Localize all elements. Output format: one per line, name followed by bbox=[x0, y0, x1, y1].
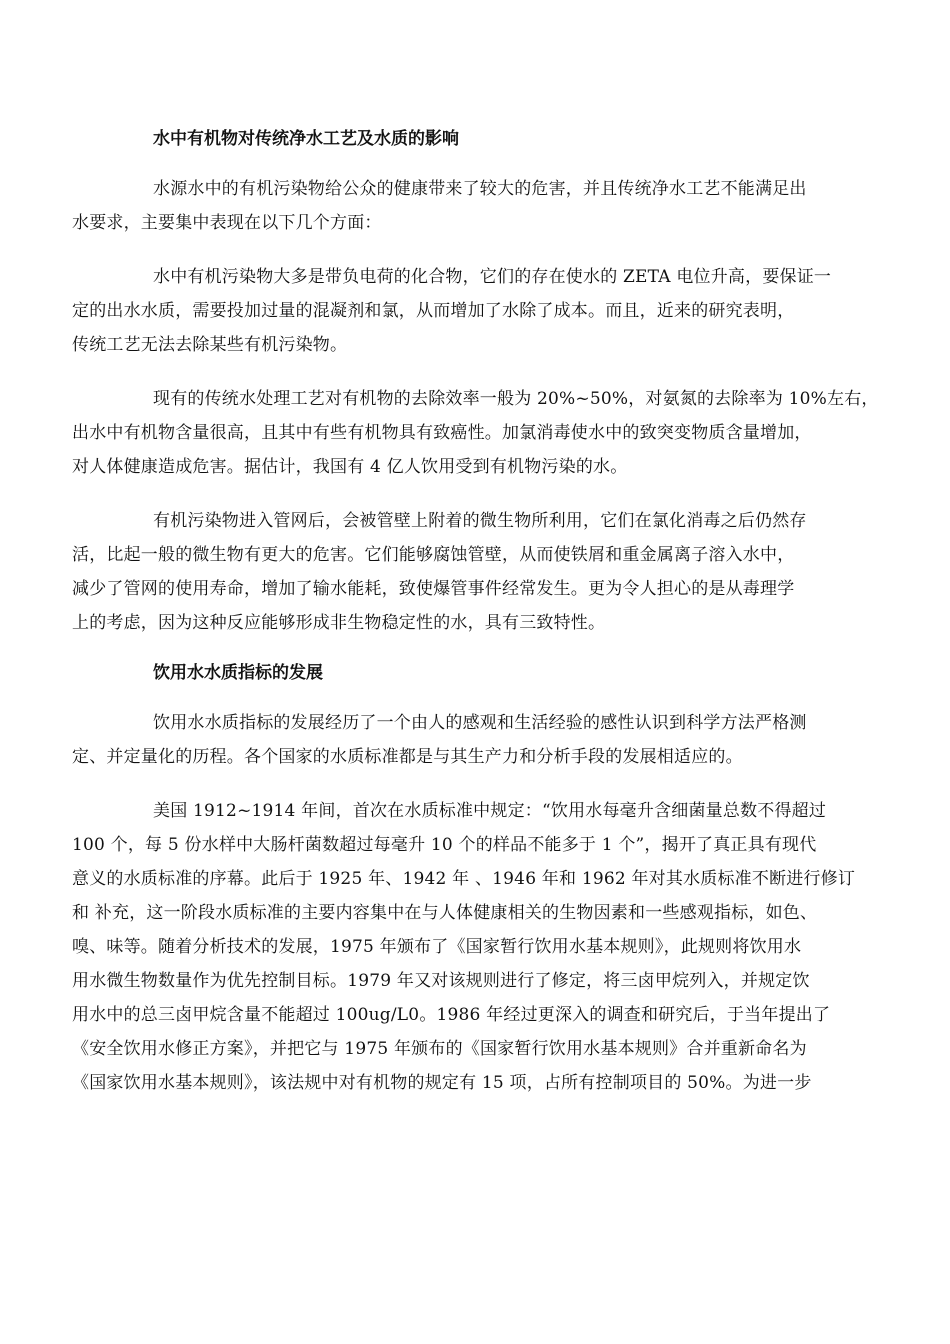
paragraph-pipe-network bbox=[72, 504, 898, 640]
section-heading-organics-impact: 水中有机物对传统净水工艺及水质的影响 bbox=[153, 129, 459, 149]
text-line: 水源水中的有机污染物给公众的健康带来了较大的危害，并且传统净水工艺不能满足出 bbox=[153, 179, 807, 199]
text-line: 有机污染物进入管网后，会被管壁上附着的微生物所利用，它们在氯化消毒之后仍然存 bbox=[153, 511, 807, 531]
text-line: 出水中有机物含量很高，且其中有些有机物具有致癌性。加氯消毒使水中的致突变物质含量增加， bbox=[72, 423, 812, 443]
text-line: 对人体健康造成危害。据估计，我国有 4 亿人饮用受到有机物污染的水。 bbox=[72, 457, 628, 477]
text-line: 传统工艺无法去除某些有机污染物。 bbox=[72, 335, 348, 355]
paragraph-removal-efficiency bbox=[72, 382, 898, 484]
text-line: 减少了管网的使用寿命，增加了输水能耗，致使爆管事件经常发生。更为令人担心的是从毒理学 bbox=[72, 579, 795, 599]
text-line: 《安全饮用水修正方案》，并把它与 1975 年颁布的《国家暂行饮用水基本规则》合并重新命名为 bbox=[72, 1039, 807, 1059]
paragraph-standards-intro bbox=[72, 706, 898, 774]
text-line: 水中有机污染物大多是带负电荷的化合物，它们的存在使水的 ZETA 电位升高，要保证一 bbox=[153, 267, 832, 287]
text-line: 100 个，每 5 份水样中大肠杆菌数超过每毫升 10 个的样品不能多于 1 个”，揭开了真正具有现代 bbox=[72, 835, 817, 855]
document-page bbox=[72, 122, 898, 1100]
text-line: 水要求，主要集中表现在以下几个方面： bbox=[72, 213, 382, 233]
text-line: 意义的水质标准的序幕。此后于 1925 年、1942 年 、1946 年和 1962 年对其水质标准不断进行修订 bbox=[72, 869, 856, 889]
text-line: 用水中的总三卤甲烷含量不能超过 100ug/L0。1986 年经过更深入的调查和研究后，于当年提出了 bbox=[72, 1005, 831, 1025]
text-line: 《国家饮用水基本规则》，该法规中对有机物的规定有 15 项，占所有控制项目的 50%。为进一步 bbox=[72, 1073, 812, 1093]
text-line: 美国 1912~1914 年间，首次在水质标准中规定：“饮用水每毫升含细菌量总数不得超过 bbox=[153, 801, 827, 821]
text-line: 上的考虑，因为这种反应能够形成非生物稳定性的水，具有三致特性。 bbox=[72, 613, 606, 633]
section-heading-standards-development: 饮用水水质指标的发展 bbox=[153, 663, 323, 683]
text-line: 用水微生物数量作为优先控制目标。1979 年又对该规则进行了修定，将三卤甲烷列入，并规定饮 bbox=[72, 971, 810, 991]
text-line: 现有的传统水处理工艺对有机物的去除效率一般为 20%~50%，对氨氮的去除率为 10%左右， bbox=[153, 389, 879, 409]
paragraph-zeta bbox=[72, 260, 898, 362]
text-line: 嗅、味等。随着分析技术的发展，1975 年颁布了《国家暂行饮用水基本规则》，此规则将饮用水 bbox=[72, 937, 802, 957]
text-line: 定、并定量化的历程。各个国家的水质标准都是与其生产力和分析手段的发展相适应的。 bbox=[72, 747, 743, 767]
text-line: 饮用水水质指标的发展经历了一个由人的感观和生活经验的感性认识到科学方法严格测 bbox=[153, 713, 807, 733]
text-line: 定的出水水质，需要投加过量的混凝剂和氯，从而增加了水除了成本。而且，近来的研究表明， bbox=[72, 301, 795, 321]
paragraph-us-history bbox=[72, 794, 898, 1100]
paragraph-intro bbox=[72, 172, 898, 240]
text-line: 活，比起一般的微生物有更大的危害。它们能够腐蚀管壁，从而使铁屑和重金属离子溶入水中， bbox=[72, 545, 795, 565]
text-line: 和 补充，这一阶段水质标准的主要内容集中在与人体健康相关的生物因素和一些感观指标，如色、 bbox=[72, 903, 818, 923]
